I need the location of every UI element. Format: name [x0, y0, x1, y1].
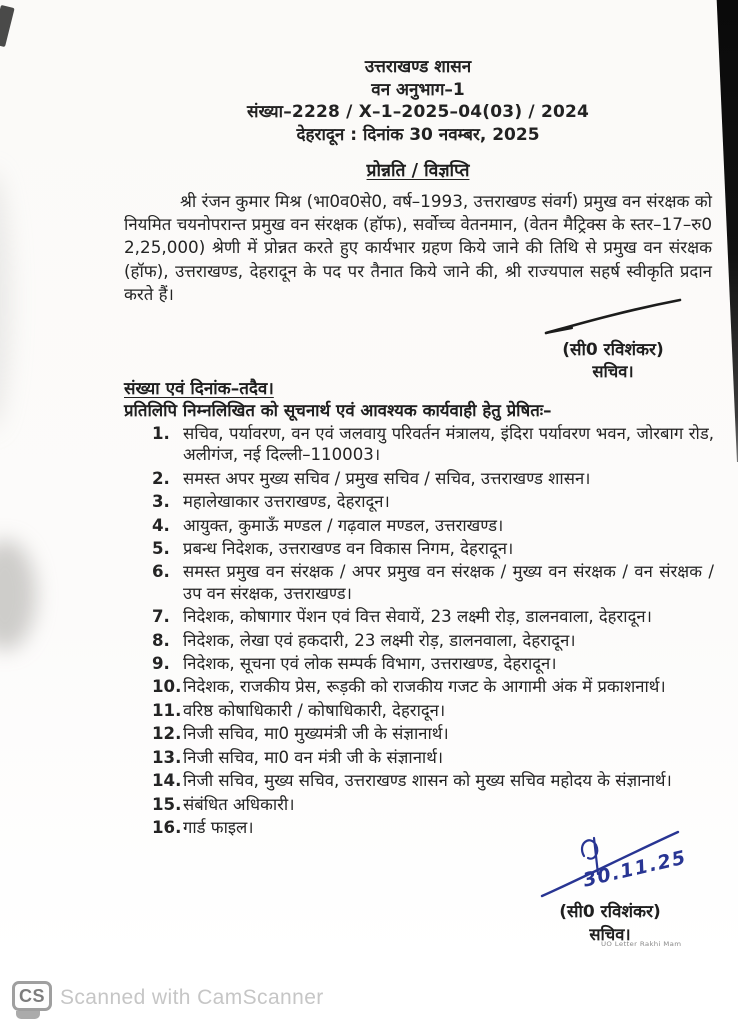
signatory-title: सचिव। [592, 362, 634, 381]
scan-edge-shadow [712, 0, 738, 462]
handwritten-date: 30.11.25 [580, 846, 689, 892]
list-item: 5. प्रबन्ध निदेशक, उत्तराखण्ड वन विकास निगम, देहरादून। [152, 539, 514, 559]
signatory-name: (सी0 रविशंकर) [559, 902, 661, 922]
list-item: 13. निजी सचिव, मा0 वन मंत्री जी के संज्ञानार्थ। [152, 747, 444, 767]
list-item: 1. सचिव, पर्यावरण, वन एवं जलवायु परिवर्तन मंत्रालय, इंदिरा पर्यावरण भवन, जोरबाग रोड, अलीगंज, नई दिल्ली–110003। [152, 424, 714, 465]
list-item: 9. निदेशक, सूचना एवं लोक सम्पर्क विभाग, उत्तराखण्ड, देहरादून। [152, 654, 557, 674]
list-item: 8. निदेशक, लेखा एवं हकदारी, 23 लक्ष्मी रोड़, डालनवाला, देहरादून। [152, 630, 576, 650]
camscanner-footer [0, 974, 738, 1024]
recipients-list [152, 423, 714, 840]
signatory-title: सचिव। [589, 925, 631, 944]
list-item: 6. समस्त प्रमुख वन संरक्षक / अपर प्रमुख वन संरक्षक / मुख्य वन संरक्षक / वन संरक्षक / उप वन संरक्षक, उत्तराखण्ड। [152, 562, 714, 603]
place-and-date: देहरादून : दिनांक 30 नवम्बर, 2025 [296, 124, 540, 145]
list-item: 2. समस्त अपर मुख्य सचिव / प्रमुख सचिव / सचिव, उत्तराखण्ड शासन। [152, 468, 591, 488]
scan-corner-artifact [0, 5, 15, 47]
letterhead [124, 56, 712, 146]
subject-heading: प्रोन्नति / विज्ञप्ति [366, 161, 470, 181]
camscanner-logo-tab [16, 1011, 40, 1019]
list-item: 12. निजी सचिव, मा0 मुख्यमंत्री जी के संज्ञानार्थ। [152, 724, 449, 744]
list-item: 10. निदेशक, राजकीय प्रेस, रूड़की को राजकीय गजट के आगामी अंक में प्रकाशनार्थ। [152, 677, 666, 697]
copy-forwarded-line: प्रतिलिपि निम्नलिखित को सूचनार्थ एवं आवश्यक कार्यवाही हेतु प्रेषितः– [124, 400, 552, 420]
government-name: उत्तराखण्ड शासन [364, 57, 472, 77]
camscanner-logo-icon: CS [12, 981, 52, 1011]
signature-block-bottom [520, 830, 700, 950]
signature-block-top [523, 296, 703, 382]
letter-number: संख्या–2228 / X–1–2025–04(03) / 2024 [246, 102, 590, 122]
list-item: 4. आयुक्त, कुमाऊँ मण्डल / गढ़वाल मण्डल, उत्तराखण्ड। [152, 515, 504, 535]
camscanner-caption: Scanned with CamScanner [60, 986, 324, 1009]
list-item: 16. गार्ड फाइल। [152, 817, 254, 837]
list-item: 15. संबंधित अधिकारी। [152, 794, 295, 814]
scan-left-shadow [0, 540, 36, 650]
margin-footnote: UO Letter Rakhi Mam [601, 940, 682, 948]
order-body-paragraph: श्री रंजन कुमार मिश्र (भा0व0से0, वर्ष–1993, उत्तराखण्ड संवर्ग) प्रमुख वन संरक्षक को नियमित चयनोपरान्त प्रमुख वन संरक्षक (हॉफ), सर्वोच्च वेतनमान, (वेतन मैट्रिक्स के स्तर–17–रु0 2,25,000) श्रेणी में प्रोन्नत करते हुए कार्यभार ग्रहण किये जाने की तिथि से प्रमुख वन संरक्षक (हॉफ), उत्तराखण्ड, देहरादून के पद पर तैनात किये जाने की, श्री राज्यपाल सहर्ष स्वीकृति प्रदान करते हैं। [124, 191, 712, 304]
signature-stroke-icon [538, 296, 688, 338]
list-item: 3. महालेखाकार उत्तराखण्ड, देहरादून। [152, 492, 390, 512]
list-item: 7. निदेशक, कोषागार पेंशन एवं वित्त सेवायें, 23 लक्ष्मी रोड़, डालनवाला, देहरादून। [152, 607, 652, 627]
department-section: वन अनुभाग–1 [371, 79, 465, 100]
signatory-name: (सी0 रविशंकर) [562, 340, 664, 360]
scan-left-shadow-upper [0, 170, 10, 430]
list-item: 14. निजी सचिव, मुख्य सचिव, उत्तराखण्ड शासन को मुख्य सचिव महोदय के संज्ञानार्थ। [152, 771, 672, 791]
list-item: 11. वरिष्ठ कोषाधिकारी / कोषाधिकारी, देहरादून। [152, 700, 446, 720]
same-number-date-line: संख्या एवं दिनांक–तदैव। [124, 379, 274, 399]
